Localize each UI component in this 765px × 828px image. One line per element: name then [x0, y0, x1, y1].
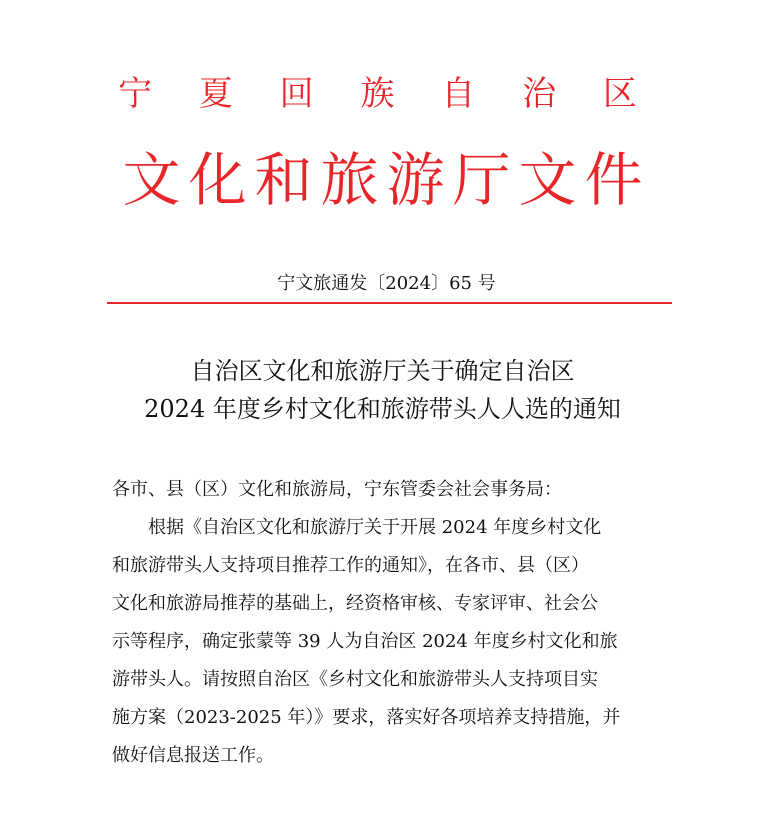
salutation: 各市、县（区）文化和旅游局，宁东管委会社会事务局： [112, 479, 562, 500]
document-number: 宁文旅通发〔2024〕65 号 [277, 273, 496, 294]
red-divider-line [107, 302, 672, 304]
body-line-6: 施方案（2023-2025 年）》要求，落实好各项培养支持措施，并 [112, 707, 621, 728]
body-line-5: 游带头人。请按照自治区《乡村文化和旅游带头人支持项目实 [112, 669, 598, 690]
body-line-4: 示等程序，确定张蒙等 39 人为自治区 2024 年度乡村文化和旅 [112, 631, 618, 652]
body-line-2: 和旅游带头人支持项目推荐工作的通知》，在各市、县（区） [112, 555, 589, 576]
body-line-7: 做好信息报送工作。 [112, 745, 274, 766]
notice-title-line2: 2024 年度乡村文化和旅游带头人人选的通知 [144, 395, 621, 423]
notice-title-line1: 自治区文化和旅游厅关于确定自治区 [190, 357, 575, 385]
issuer-name-line1: 宁 夏 回 族 自 治 区 [118, 74, 655, 114]
issuer-name-line2: 文化和旅游厅文件 [122, 146, 651, 214]
body-line-3: 文化和旅游局推荐的基础上，经资格审核、专家评审、社会公 [112, 593, 598, 614]
body-line-1: 根据《自治区文化和旅游厅关于开展 2024 年度乡村文化 [148, 517, 602, 538]
